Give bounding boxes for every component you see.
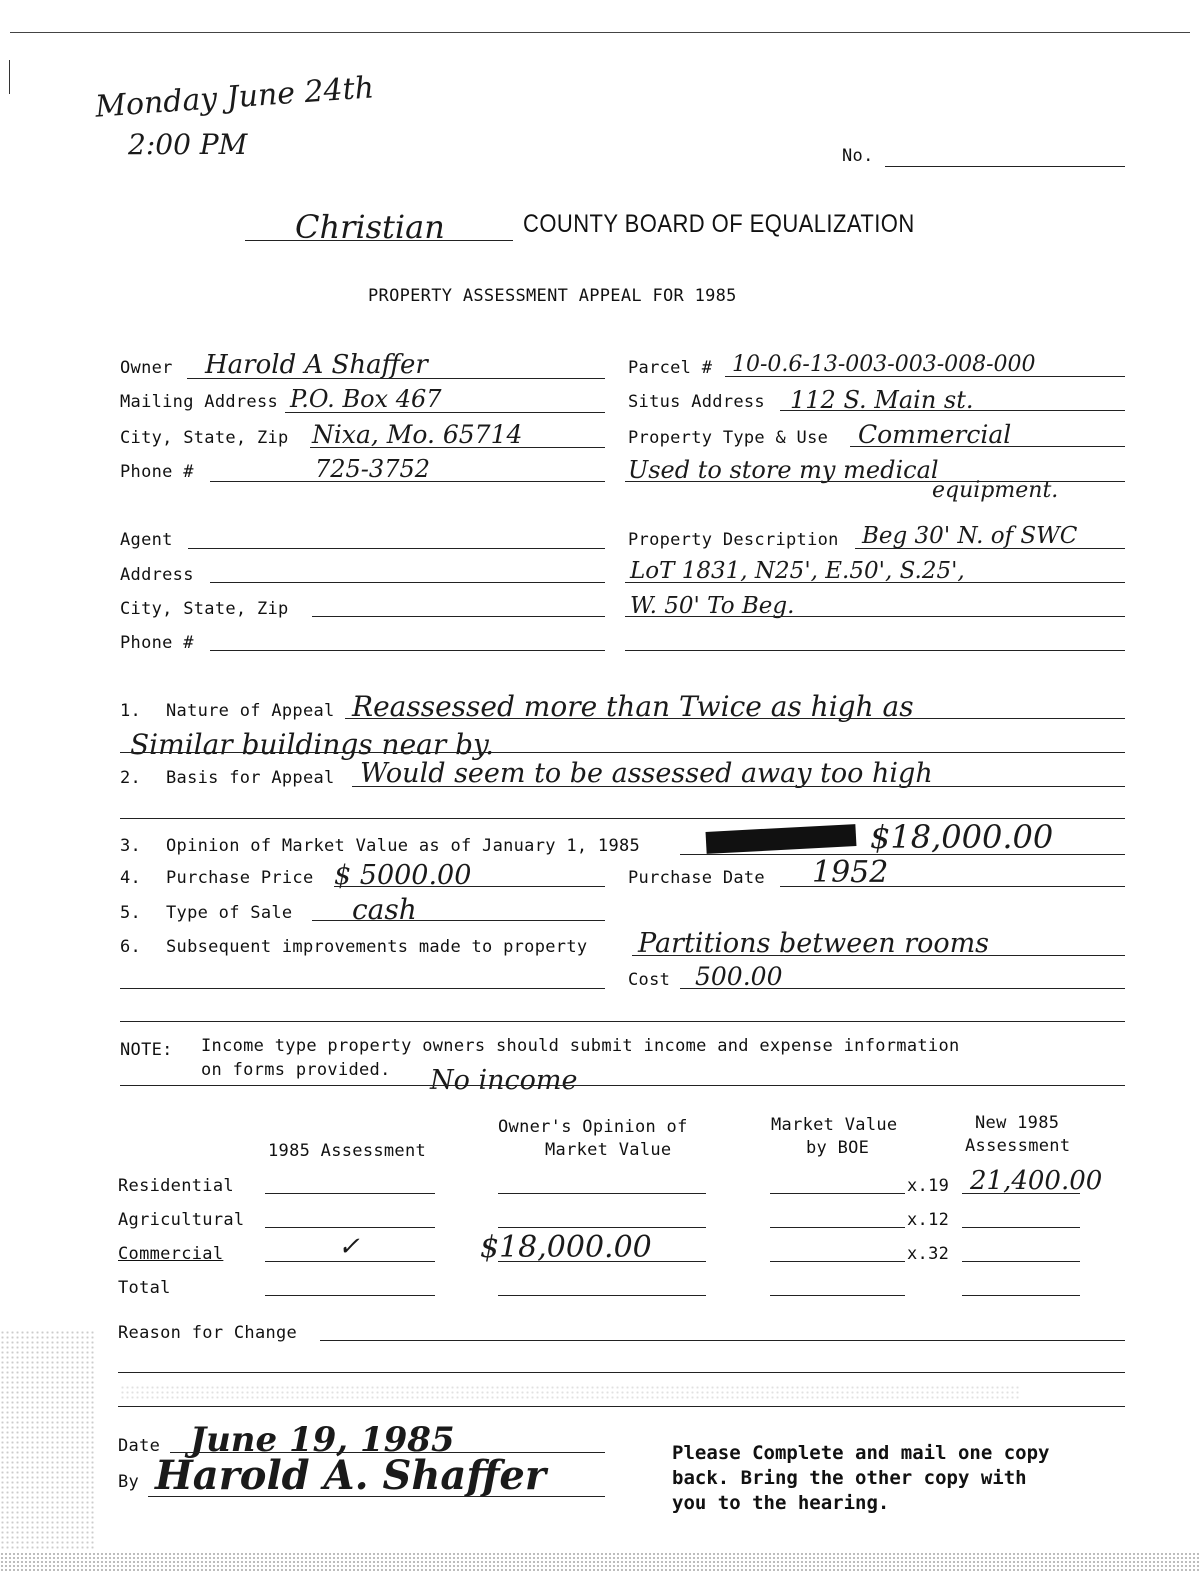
row-commercial-label: Commercial xyxy=(118,1244,224,1264)
agricultural-new-line xyxy=(962,1227,1080,1228)
residential-boe-line xyxy=(770,1193,905,1194)
residential-new-line xyxy=(962,1193,1080,1194)
property-description-label: Property Description xyxy=(628,530,839,550)
agricultural-boe-line xyxy=(770,1227,905,1228)
row-agricultural-label: Agricultural xyxy=(118,1210,245,1230)
parcel-line xyxy=(725,376,1125,377)
owner-value: Harold A Shaffer xyxy=(205,350,428,380)
nature-of-appeal-label: Nature of Appeal xyxy=(166,701,335,721)
reason-for-change-line xyxy=(320,1340,1125,1341)
commercial-check-mark: ✓ xyxy=(338,1232,360,1262)
meeting-time-note: 2:00 PM xyxy=(128,128,248,161)
item-2-number: 2. xyxy=(120,768,142,788)
col-new-assessment-line1: New 1985 xyxy=(975,1113,1060,1133)
agent-phone-label: Phone # xyxy=(120,633,194,653)
situs-address-line xyxy=(780,410,1125,411)
total-boe-line xyxy=(770,1295,905,1296)
number-line xyxy=(885,166,1125,167)
agent-city-label: City, State, Zip xyxy=(120,599,289,619)
parcel-value: 10-0.6-13-003-003-008-000 xyxy=(732,352,1036,377)
date-label: Date xyxy=(118,1436,161,1456)
note-label: NOTE: xyxy=(120,1040,173,1060)
subsequent-improvements-label: Subsequent improvements made to property xyxy=(166,937,588,957)
nature-of-appeal-line xyxy=(345,718,1125,719)
col-new-assessment-line2: Assessment xyxy=(965,1136,1071,1156)
purchase-price-value: $ 5000.00 xyxy=(334,860,472,891)
property-type-line xyxy=(850,446,1125,447)
residential-owner-line xyxy=(498,1193,706,1194)
basis-for-appeal-line xyxy=(352,786,1125,787)
situs-address-label: Situs Address xyxy=(628,392,765,412)
cost-label: Cost xyxy=(628,970,671,990)
note-line xyxy=(120,1085,1125,1086)
commercial-new-line xyxy=(962,1261,1080,1262)
total-assessment-line xyxy=(265,1295,435,1296)
property-description-line3: W. 50' To Beg. xyxy=(630,593,795,619)
opinion-market-value-label: Opinion of Market Value as of January 1, 1985 xyxy=(166,836,641,856)
cost-line xyxy=(680,988,1125,989)
total-new-line xyxy=(962,1295,1080,1296)
owner-signature: Harold A. Shaffer xyxy=(155,1452,546,1499)
col-1985-assessment: 1985 Assessment xyxy=(268,1141,427,1161)
scan-noise-band xyxy=(120,1385,1020,1399)
note-line1: Income type property owners should submit income and expense information xyxy=(201,1036,960,1056)
property-description-line1: Beg 30' N. of SWC xyxy=(862,523,1078,549)
instructions-line2: back. Bring the other copy with xyxy=(672,1467,1027,1489)
reason-for-change-line3 xyxy=(118,1406,1125,1407)
nature-of-appeal-line2: Similar buildings near by. xyxy=(130,728,495,761)
mailing-address-line xyxy=(285,412,605,413)
city-state-zip-line xyxy=(310,447,605,448)
commercial-assessment-line xyxy=(265,1261,435,1262)
total-owner-line xyxy=(498,1295,706,1296)
mailing-address-label: Mailing Address xyxy=(120,392,279,412)
top-border xyxy=(10,32,1190,33)
property-description-underline2 xyxy=(625,582,1125,583)
item-3-number: 3. xyxy=(120,836,142,856)
agricultural-owner-line xyxy=(498,1227,706,1228)
residential-new-assessment: 21,400.00 xyxy=(970,1166,1103,1196)
item-4-number: 4. xyxy=(120,868,142,888)
subsequent-improvements-line xyxy=(632,955,1125,956)
margin-mark xyxy=(9,60,10,94)
parcel-label: Parcel # xyxy=(628,358,713,378)
purchase-price-label: Purchase Price xyxy=(166,868,314,888)
reason-for-change-line2 xyxy=(118,1372,1125,1373)
property-description-underline1 xyxy=(855,548,1125,549)
property-description-line2: LoT 1831, N25', E.50', S.25', xyxy=(630,558,965,584)
type-of-sale-value: cash xyxy=(352,893,417,926)
agent-phone-line xyxy=(210,650,605,651)
instructions-line1: Please Complete and mail one copy xyxy=(672,1442,1050,1464)
purchase-date-label: Purchase Date xyxy=(628,868,765,888)
agent-city-line xyxy=(312,616,605,617)
nature-of-appeal-line2-underline xyxy=(120,752,1125,753)
no-income-note: No income xyxy=(430,1065,578,1096)
commercial-factor: x.32 xyxy=(907,1244,950,1264)
bottom-scan-border xyxy=(0,1552,1200,1572)
type-of-sale-line xyxy=(312,920,605,921)
item-6-number: 6. xyxy=(120,937,142,957)
county-line xyxy=(245,240,513,241)
nature-of-appeal-value: Reassessed more than Twice as high as xyxy=(352,690,914,723)
meeting-day-note: Monday June 24th xyxy=(94,70,376,125)
city-state-zip-value: Nixa, Mo. 65714 xyxy=(312,420,523,449)
property-type-label: Property Type & Use xyxy=(628,428,829,448)
opinion-market-value-line xyxy=(680,854,1125,855)
mailing-address-value: P.O. Box 467 xyxy=(290,385,442,413)
situs-address-value: 112 S. Main st. xyxy=(790,386,974,414)
col-market-value-line1: Market Value xyxy=(771,1115,898,1135)
row-total-label: Total xyxy=(118,1278,171,1298)
improvements-line3 xyxy=(120,1021,1125,1022)
number-label: No. xyxy=(842,146,874,166)
residential-assessment-line xyxy=(265,1193,435,1194)
property-type-value: Commercial xyxy=(858,420,1012,449)
property-use-line1: Used to store my medical xyxy=(628,456,939,484)
commercial-owner-value: $18,000.00 xyxy=(480,1230,652,1265)
improvements-line2 xyxy=(120,988,605,989)
instructions-line3: you to the hearing. xyxy=(672,1492,890,1514)
residential-factor: x.19 xyxy=(907,1176,950,1196)
reason-for-change-label: Reason for Change xyxy=(118,1323,298,1343)
agent-line xyxy=(188,548,605,549)
agent-address-label: Address xyxy=(120,565,194,585)
county-name: Christian xyxy=(295,208,445,246)
form-subtitle: PROPERTY ASSESSMENT APPEAL FOR 1985 xyxy=(368,286,737,306)
note-line2: on forms provided. xyxy=(201,1060,391,1080)
type-of-sale-label: Type of Sale xyxy=(166,903,293,923)
phone-label: Phone # xyxy=(120,462,194,482)
by-label: By xyxy=(118,1472,140,1492)
phone-value: 725-3752 xyxy=(315,455,430,483)
basis-for-appeal-label: Basis for Appeal xyxy=(166,768,335,788)
date-value: June 19, 1985 xyxy=(190,1420,455,1460)
phone-line xyxy=(210,481,605,482)
commercial-boe-line xyxy=(770,1261,905,1262)
signature-line xyxy=(148,1496,605,1497)
crossed-out-value xyxy=(706,824,857,854)
purchase-date-line xyxy=(780,886,1125,887)
cost-value: 500.00 xyxy=(695,962,783,991)
owner-line xyxy=(187,378,605,379)
form-title: COUNTY BOARD OF EQUALIZATION xyxy=(523,210,915,238)
item-1-number: 1. xyxy=(120,701,142,721)
row-residential-label: Residential xyxy=(118,1176,234,1196)
agricultural-factor: x.12 xyxy=(907,1210,950,1230)
city-state-zip-label: City, State, Zip xyxy=(120,428,289,448)
scan-noise-left xyxy=(0,1330,95,1550)
basis-for-appeal-value: Would seem to be assessed away too high xyxy=(360,758,933,789)
property-description-underline3 xyxy=(625,616,1125,617)
opinion-market-value: $18,000.00 xyxy=(870,818,1054,856)
col-market-value-line2: by BOE xyxy=(806,1138,870,1158)
property-description-underline4 xyxy=(625,650,1125,651)
subsequent-improvements-value: Partitions between rooms xyxy=(638,928,990,959)
agent-address-line xyxy=(210,582,605,583)
agricultural-assessment-line xyxy=(265,1227,435,1228)
agent-label: Agent xyxy=(120,530,173,550)
owner-label: Owner xyxy=(120,358,173,378)
col-owner-opinion-line2: Market Value xyxy=(545,1140,672,1160)
purchase-price-line xyxy=(334,886,605,887)
col-owner-opinion-line1: Owner's Opinion of xyxy=(498,1117,688,1137)
property-use-line2: equipment. xyxy=(932,478,1059,503)
item-5-number: 5. xyxy=(120,903,142,923)
commercial-owner-line xyxy=(498,1261,706,1262)
purchase-date-value: 1952 xyxy=(812,855,889,890)
